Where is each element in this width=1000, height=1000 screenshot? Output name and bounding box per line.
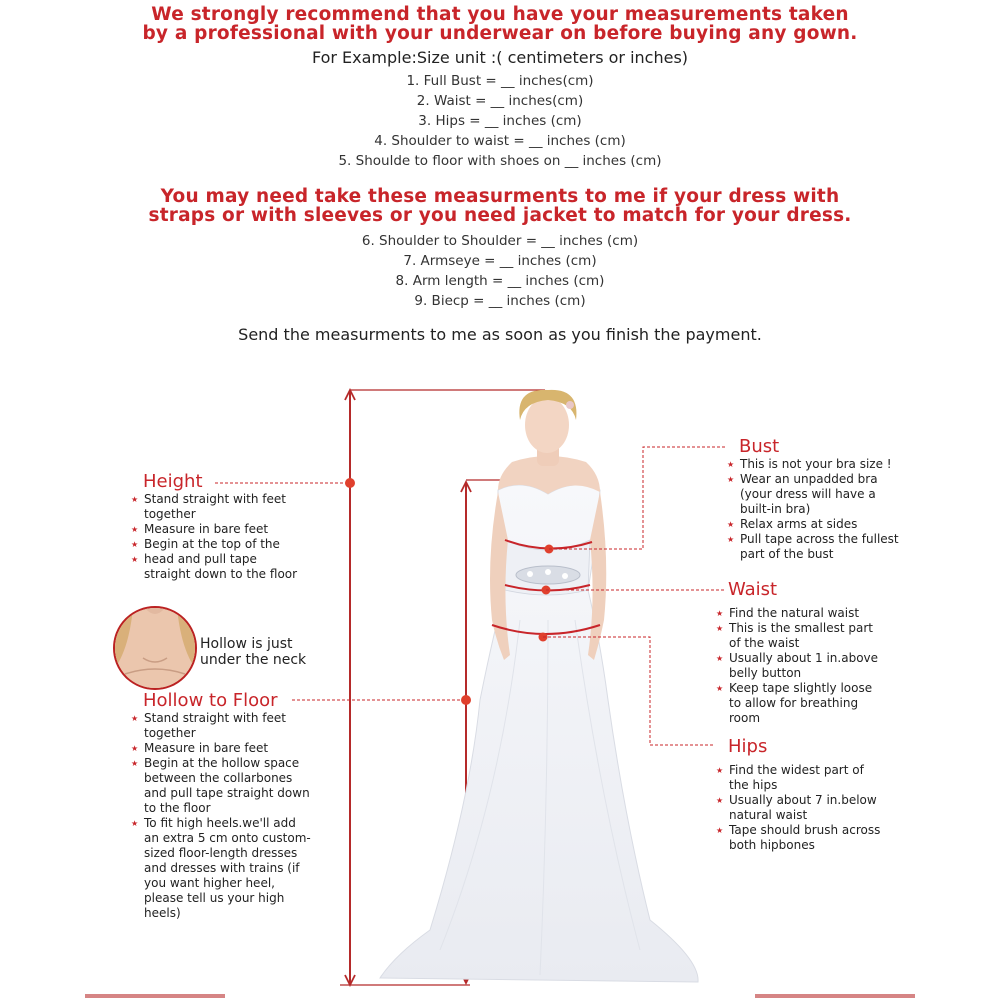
list-item: ★ Pull tape across the fullest part of the bust xyxy=(727,532,902,562)
waist-bullets xyxy=(716,606,886,726)
list-item: ★ This is the smallest part of the waist xyxy=(716,621,886,651)
measurement-item: 1. Full Bust = __ inches(cm) xyxy=(406,73,594,89)
measurement-item: 3. Hips = __ inches (cm) xyxy=(418,113,582,129)
top-notice-line-1: We strongly recommend that you have your measurements taken xyxy=(151,4,849,25)
extra-notice-line-2: straps or with sleeves or you need jacket to match for your dress. xyxy=(148,205,852,226)
list-item: ★ Usually about 7 in.below natural waist xyxy=(716,793,881,823)
hips-bullets xyxy=(716,763,881,853)
waist-label: Waist xyxy=(728,579,778,600)
list-item: ★ Find the widest part of the hips xyxy=(716,763,881,793)
list-item: ★ Measure in bare feet xyxy=(131,522,306,537)
hollow-note xyxy=(200,636,306,668)
bust-bullets xyxy=(727,457,902,562)
measurement-item: 5. Shoulde to floor with shoes on __ inches (cm) xyxy=(338,153,662,169)
measurement-item: 8. Arm length = __ inches (cm) xyxy=(395,273,605,289)
extra-notice-line-1: You may need take these measurments to me if your dress with xyxy=(160,186,840,207)
measurement-item: 9. Biecp = __ inches (cm) xyxy=(414,293,586,309)
example-title: For Example:Size unit :( centimeters or inches) xyxy=(311,48,689,67)
height-bullets xyxy=(131,492,306,582)
list-item: ★ Relax arms at sides xyxy=(727,517,902,532)
list-item: ★ Wear an unpadded bra (your dress will have a built-in bra) xyxy=(727,472,902,517)
list-item: ★ Begin at the top of the xyxy=(131,537,306,552)
measurement-item: 7. Armseye = __ inches (cm) xyxy=(403,253,597,269)
hollow-to-floor-label: Hollow to Floor xyxy=(143,690,278,711)
hollow-note-line: Hollow is just xyxy=(200,636,293,652)
list-item: ★ head and pull tape straight down to the floor xyxy=(131,552,306,582)
list-item: ★ Keep tape slightly loose to allow for breathing room xyxy=(716,681,886,726)
hollow-note-line: under the neck xyxy=(200,652,307,668)
list-item: ★ Stand straight with feet together xyxy=(131,492,306,522)
list-item: ★ Find the natural waist xyxy=(716,606,886,621)
hollow-to-floor-bullets xyxy=(131,711,311,921)
neck-closeup-image xyxy=(113,606,197,690)
measurement-item: 2. Waist = __ inches(cm) xyxy=(416,93,584,109)
bottom-divider-right xyxy=(755,994,915,998)
list-item: ★ Measure in bare feet xyxy=(131,741,311,756)
hips-label: Hips xyxy=(728,736,768,757)
height-marker-dot xyxy=(345,478,355,488)
gown-shape xyxy=(380,485,698,982)
height-label: Height xyxy=(143,471,203,492)
measurement-item: 6. Shoulder to Shoulder = __ inches (cm) xyxy=(361,233,639,249)
bust-label: Bust xyxy=(739,436,780,457)
list-item: ★ Stand straight with feet together xyxy=(131,711,311,741)
list-item: ★ To fit high heels.we'll add an extra 5 cm onto custom-sized floor-length dresses and dresses with trains (if you want higher heel, please tell us your high heels) xyxy=(131,816,311,921)
send-note: Send the measurments to me as soon as you finish the payment. xyxy=(238,325,762,344)
list-item: ★ Usually about 1 in.above belly button xyxy=(716,651,886,681)
measurement-item: 4. Shoulder to waist = __ inches (cm) xyxy=(374,133,626,149)
list-item: ★ This is not your bra size ! xyxy=(727,457,902,472)
top-notice-line-2: by a professional with your underwear on before buying any gown. xyxy=(142,23,858,44)
hollow-marker-dot xyxy=(461,695,471,705)
list-item: ★ Begin at the hollow space between the collarbones and pull tape straight down to the floor xyxy=(131,756,311,816)
list-item: ★ Tape should brush across both hipbones xyxy=(716,823,881,853)
bottom-divider-left xyxy=(85,994,225,998)
